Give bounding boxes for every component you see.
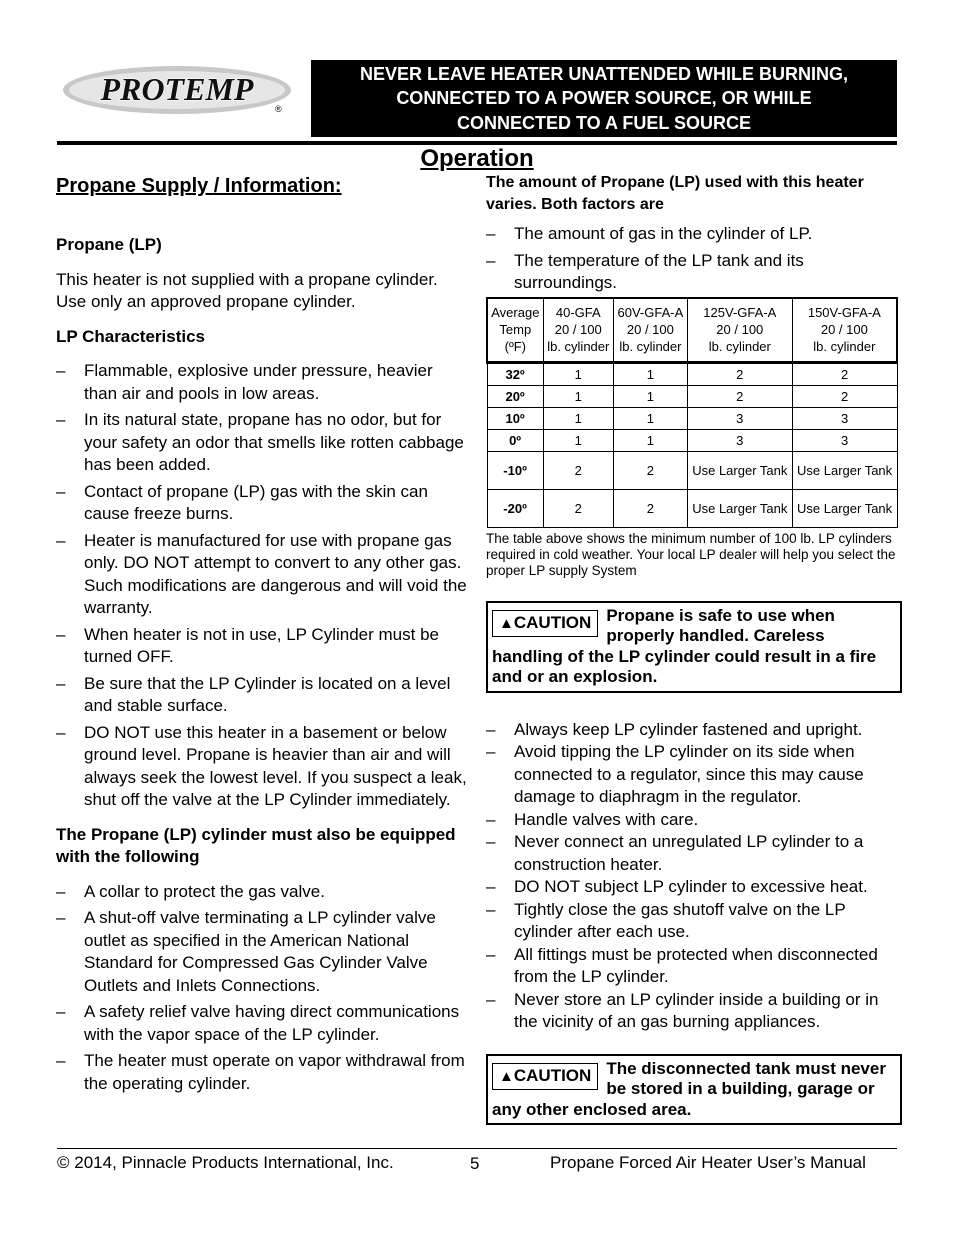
table-cell: 2 [543, 451, 613, 489]
warning-line: NEVER LEAVE HEATER UNATTENDED WHILE BURNING, [359, 63, 848, 84]
column-header: 125V-GFA-A 20 / 100 lb. cylinder [687, 298, 792, 363]
list-item: – DO NOT use this heater in a basement or below ground level. Propane is heavier than air and will always seek the lowest level. If you suspect a leak, shut off the valve at the LP Cylinder immediately. [56, 722, 467, 809]
list-item: – Heater is manufactured for use with propane gas only. DO NOT attempt to convert to any other gas. Such modifications are dangerous and will void the warranty. [56, 530, 467, 617]
table-row [487, 407, 897, 429]
caution-text: Propane is safe to use when properly handled. Careless handling of the LP cylinder could result in a fire and or an explosion. [492, 605, 877, 686]
table-cell: 1 [543, 385, 613, 407]
table-row [487, 385, 897, 407]
table-cell: 2 [543, 489, 613, 527]
table-cell: 2 [613, 451, 687, 489]
table-cell: 2 [613, 489, 687, 527]
list-item: – Handle valves with care. [486, 809, 699, 829]
table-cell: 2 [687, 385, 792, 407]
cylinder-requirements-list [56, 881, 468, 1096]
table-cell: -10º [487, 451, 543, 489]
page-title: Operation [420, 145, 534, 172]
table-cell: 1 [613, 362, 687, 385]
table-cell: 1 [613, 429, 687, 451]
svg-text:®: ® [275, 104, 282, 114]
caution-box-storage [486, 1054, 902, 1126]
amount-heading: The amount of Propane (LP) used with this heater varies. Both factors are [486, 174, 864, 213]
column-header: 40-GFA 20 / 100 lb. cylinder [543, 298, 613, 363]
amount-factors-list [486, 223, 906, 295]
caution-badge: ▲CAUTION [492, 610, 598, 637]
table-cell: 1 [613, 385, 687, 407]
list-item: – The heater must operate on vapor withdrawal from the operating cylinder. [56, 1051, 465, 1093]
table-note: The table above shows the minimum number of 100 lb. LP cylinders required in cold weather. Your local LP dealer will help you select the proper LP supply System [486, 530, 896, 578]
cylinder-heading: The Propane (LP) cylinder must also be equipped with the following [56, 824, 456, 866]
caution-text: The disconnected tank must never be stored in a building, garage or any other enclosed area. [492, 1058, 886, 1119]
table-row [487, 489, 897, 527]
list-item: – Never connect an unregulated LP cylinder to a construction heater. [486, 832, 864, 874]
footer-rule [57, 1148, 897, 1149]
table-cell: 3 [792, 407, 897, 429]
logo-wordmark: PROTEMP [100, 71, 254, 107]
section-title: Propane Supply / Information: [56, 175, 342, 197]
table-cell: 2 [687, 362, 792, 385]
table-cell: 20º [487, 385, 543, 407]
list-item: – DO NOT subject LP cylinder to excessive heat. [486, 877, 868, 896]
table-cell: 0º [487, 429, 543, 451]
list-item: – A shut-off valve terminating a LP cylinder valve outlet as specified in the American National Standard for Compressed Gas Cylinder Valve Outlets and Inlets Connections. [56, 908, 436, 995]
left-column [56, 172, 468, 1095]
list-item: – Avoid tipping the LP cylinder on its side when connected to a regulator, since this may cause damage to diaphragm in the regulator. [486, 742, 864, 806]
table-cell: 3 [687, 429, 792, 451]
list-item: – A safety relief valve having direct communications with the vapor space of the LP cylinder. [56, 1002, 460, 1044]
propane-heading: Propane (LP) [56, 235, 162, 254]
table-row [487, 429, 897, 451]
list-item: – A collar to protect the gas valve. [56, 881, 325, 901]
warning-triangle-icon: ▲ [499, 614, 514, 632]
table-cell: 32º [487, 362, 543, 385]
table-cell: Use Larger Tank [792, 451, 897, 489]
list-item: – Never store an LP cylinder inside a building or in the vicinity of an gas burning appliances. [486, 989, 879, 1031]
table-cell: 1 [543, 362, 613, 385]
cylinder-requirements-table [486, 297, 898, 528]
table-cell: Use Larger Tank [687, 451, 792, 489]
caution-box-safe-handling [486, 601, 902, 693]
footer-copyright: © 2014, Pinnacle Products International, Inc. [57, 1153, 394, 1172]
list-item: – The temperature of the LP tank and its surroundings. [486, 250, 804, 292]
column-header: 60V-GFA-A 20 / 100 lb. cylinder [613, 298, 687, 363]
list-item: – Always keep LP cylinder fastened and upright. [486, 719, 863, 739]
table-cell: 1 [613, 407, 687, 429]
table-row [487, 451, 897, 489]
caution-badge: ▲CAUTION [492, 1063, 598, 1090]
table-cell: Use Larger Tank [792, 489, 897, 527]
warning-line: CONNECTED TO A POWER SOURCE, OR WHILE [396, 88, 812, 109]
right-column [486, 172, 906, 1125]
list-item: – The amount of gas in the cylinder of LP. [486, 224, 813, 243]
column-header: 150V-GFA-A 20 / 100 lb. cylinder [792, 298, 897, 363]
lp-characteristics-list [56, 360, 468, 812]
list-item: – Be sure that the LP Cylinder is located on a level and stable surface. [56, 673, 451, 715]
footer-manual-title: Propane Forced Air Heater User’s Manual [550, 1153, 866, 1172]
warning-line: CONNECTED TO A FUEL SOURCE [456, 112, 752, 133]
propane-paragraph: This heater is not supplied with a propane cylinder. Use only an approved propane cylinder. [56, 269, 438, 311]
table-cell: 2 [792, 362, 897, 385]
protemp-logo [57, 62, 303, 120]
column-header: Average Temp (ºF) [487, 298, 543, 363]
table-cell: Use Larger Tank [687, 489, 792, 527]
list-item: – When heater is not in use, LP Cylinder must be turned OFF. [56, 624, 439, 666]
table-cell: 2 [792, 385, 897, 407]
list-item: – Contact of propane (LP) gas with the skin can cause freeze burns. [56, 481, 428, 523]
page-number: 5 [470, 1154, 480, 1173]
list-item: – All fittings must be protected when disconnected from the LP cylinder. [486, 944, 878, 986]
table-row [487, 362, 897, 385]
list-item: – Flammable, explosive under pressure, heavier than air and pools in low areas. [56, 361, 433, 403]
table-cell: 1 [543, 407, 613, 429]
list-item: – Tightly close the gas shutoff valve on the LP cylinder after each use. [486, 899, 846, 941]
table-cell: 3 [792, 429, 897, 451]
lp-characteristics-heading: LP Characteristics [56, 326, 205, 346]
table-cell: 10º [487, 407, 543, 429]
warning-banner [311, 60, 897, 137]
warning-triangle-icon: ▲ [499, 1067, 514, 1085]
safety-list [486, 719, 906, 1034]
table-header-row [487, 298, 897, 363]
table-cell: 3 [687, 407, 792, 429]
table-cell: -20º [487, 489, 543, 527]
table-cell: 1 [543, 429, 613, 451]
list-item: – In its natural state, propane has no odor, but for your safety an odor that smells like rotten cabbage has been added. [56, 410, 464, 474]
